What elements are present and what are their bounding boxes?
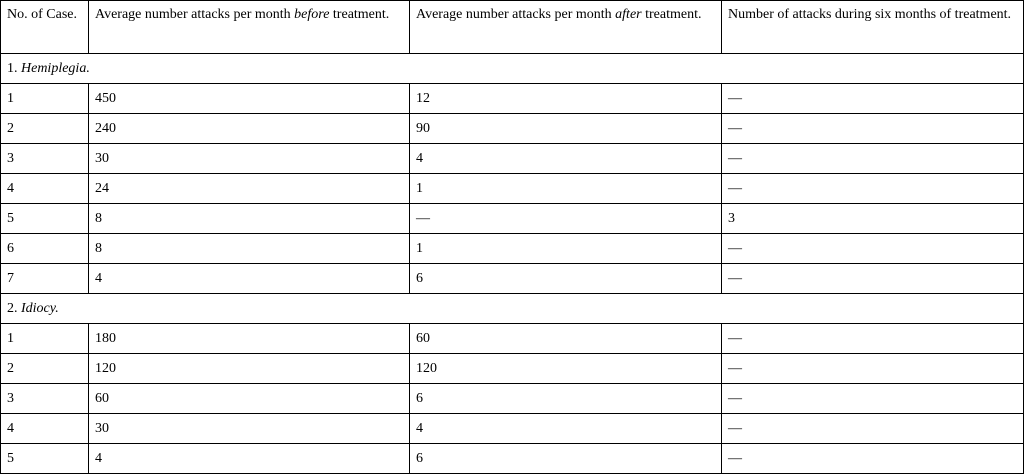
table-row: [1, 114, 1024, 144]
table-row: [1, 414, 1024, 444]
group-name: Idiocy.: [21, 300, 59, 316]
cell-before: 4: [89, 264, 410, 294]
cell-case-number: 3: [1, 144, 89, 174]
cell-case-number: 3: [1, 384, 89, 414]
cell-after: 6: [410, 264, 722, 294]
cell-after: 1: [410, 234, 722, 264]
cell-before: 24: [89, 174, 410, 204]
group-heading: [1, 54, 1024, 84]
cell-after: —: [410, 204, 722, 234]
group-row: [1, 54, 1024, 84]
table-row: [1, 174, 1024, 204]
header-before-treatment: [89, 1, 410, 54]
table-row: [1, 84, 1024, 114]
cell-before: 8: [89, 204, 410, 234]
cell-before: 120: [89, 354, 410, 384]
cell-before: 4: [89, 444, 410, 474]
cell-before: 450: [89, 84, 410, 114]
table-header: [1, 1, 1024, 54]
group-heading: [1, 294, 1024, 324]
cell-before: 240: [89, 114, 410, 144]
group-number: 2.: [7, 300, 21, 316]
group-row: [1, 294, 1024, 324]
cell-after: 1: [410, 174, 722, 204]
cell-case-number: 7: [1, 264, 89, 294]
table-row: [1, 354, 1024, 384]
group-name: Hemiplegia.: [21, 60, 90, 76]
cell-six-months: —: [722, 354, 1024, 384]
cell-six-months: 3: [722, 204, 1024, 234]
table-row: [1, 144, 1024, 174]
header-case-number: No. of Case.: [1, 1, 89, 54]
table-row: [1, 384, 1024, 414]
header-after-emphasis: after: [615, 7, 642, 22]
cell-before: 30: [89, 414, 410, 444]
cell-six-months: —: [722, 324, 1024, 354]
cell-case-number: 2: [1, 354, 89, 384]
cell-case-number: 4: [1, 414, 89, 444]
cell-before: 60: [89, 384, 410, 414]
table-row: [1, 264, 1024, 294]
cell-six-months: —: [722, 234, 1024, 264]
header-before-emphasis: before: [294, 7, 330, 22]
cell-six-months: —: [722, 144, 1024, 174]
cell-after: 6: [410, 384, 722, 414]
table-body: [1, 54, 1024, 474]
cell-case-number: 4: [1, 174, 89, 204]
cell-six-months: —: [722, 444, 1024, 474]
table-row: [1, 204, 1024, 234]
header-after-prefix: Average number attacks per month: [416, 7, 616, 22]
cell-after: 90: [410, 114, 722, 144]
cell-after: 4: [410, 144, 722, 174]
cell-after: 12: [410, 84, 722, 114]
cell-before: 30: [89, 144, 410, 174]
header-row: [1, 1, 1024, 54]
header-after-treatment: [410, 1, 722, 54]
cell-six-months: —: [722, 414, 1024, 444]
cell-case-number: 2: [1, 114, 89, 144]
cell-before: 8: [89, 234, 410, 264]
cell-case-number: 1: [1, 84, 89, 114]
cell-case-number: 1: [1, 324, 89, 354]
header-after-suffix: treatment.: [641, 7, 702, 22]
cell-six-months: —: [722, 84, 1024, 114]
cell-case-number: 6: [1, 234, 89, 264]
table-row: [1, 324, 1024, 354]
header-six-months: Number of attacks during six months of treatment.: [722, 1, 1024, 54]
cell-after: 60: [410, 324, 722, 354]
cell-case-number: 5: [1, 444, 89, 474]
cell-six-months: —: [722, 264, 1024, 294]
cell-six-months: —: [722, 114, 1024, 144]
cell-six-months: —: [722, 174, 1024, 204]
cell-after: 4: [410, 414, 722, 444]
cell-six-months: —: [722, 384, 1024, 414]
table-row: [1, 444, 1024, 474]
header-before-prefix: Average number attacks per month: [95, 7, 295, 22]
cell-after: 6: [410, 444, 722, 474]
group-number: 1.: [7, 60, 21, 76]
cell-before: 180: [89, 324, 410, 354]
table-row: [1, 234, 1024, 264]
cell-case-number: 5: [1, 204, 89, 234]
cell-after: 120: [410, 354, 722, 384]
header-before-suffix: treatment.: [329, 7, 390, 22]
